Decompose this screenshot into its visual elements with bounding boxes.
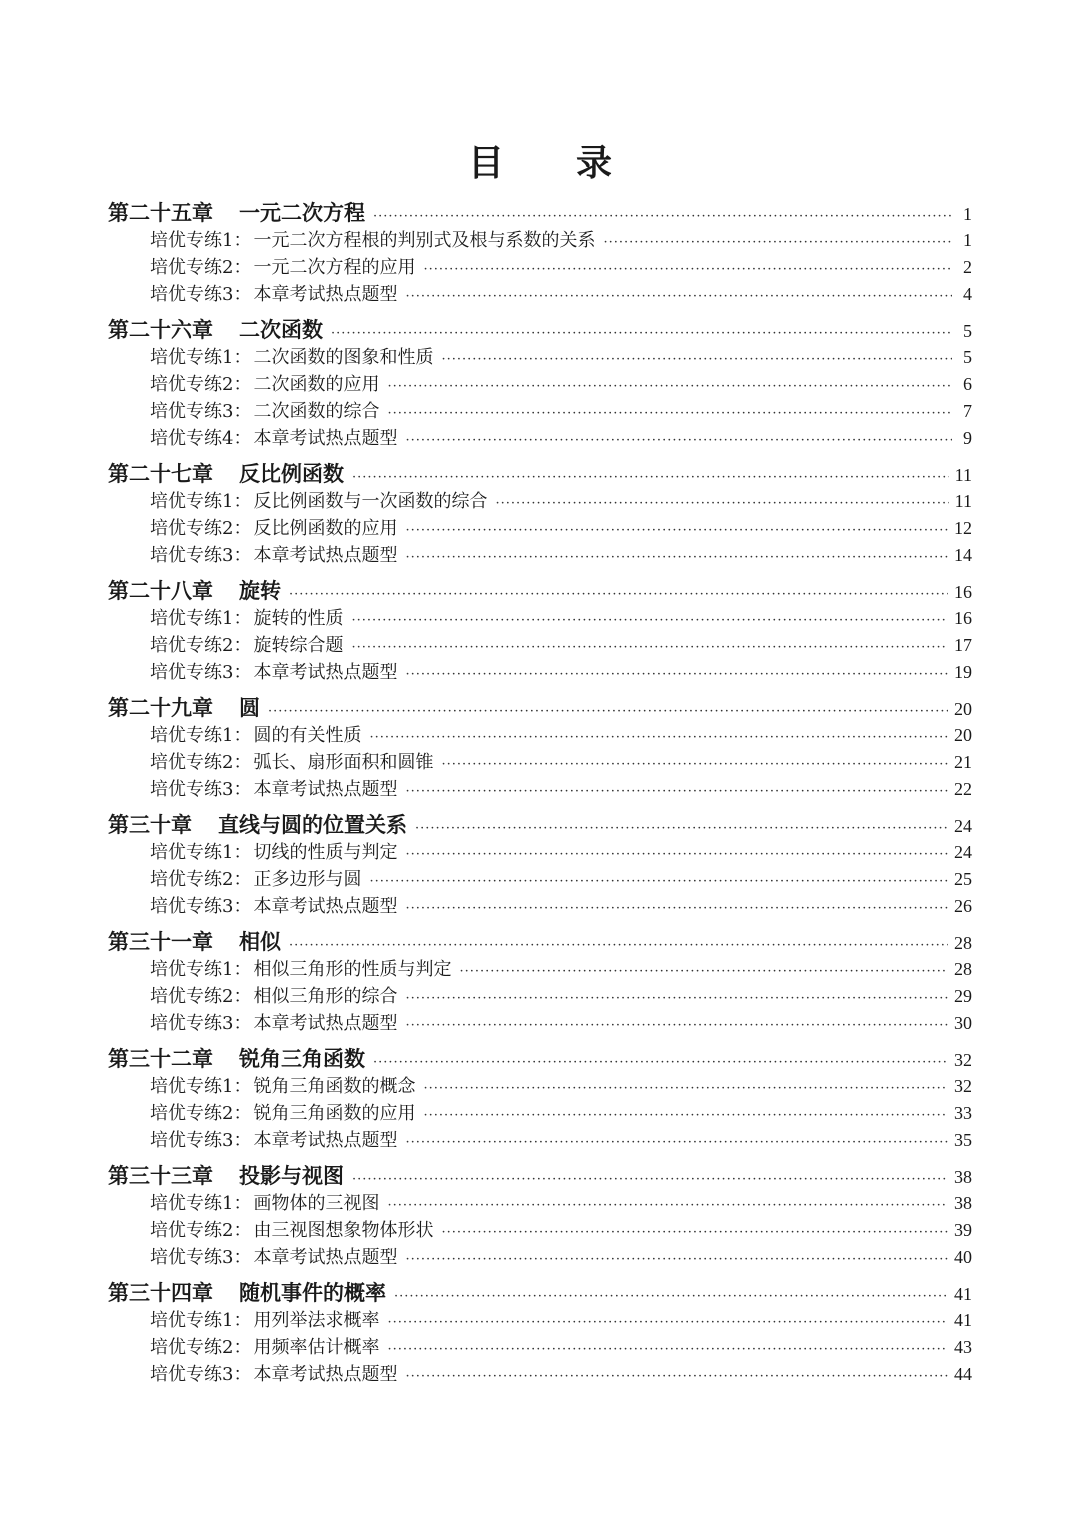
section-entry[interactable] xyxy=(108,542,972,569)
section-entry[interactable] xyxy=(108,1010,972,1037)
section-title: 本章考试热点题型 xyxy=(253,662,398,683)
toc-chapter xyxy=(108,1280,972,1388)
section-title: 本章考试热点题型 xyxy=(253,284,398,305)
page-number: 1 xyxy=(963,204,972,224)
section-title: 本章考试热点题型 xyxy=(253,1364,398,1385)
page-number: 28 xyxy=(954,933,972,953)
dot-leader xyxy=(405,1129,948,1156)
chapter-title: 旋转 xyxy=(239,579,281,603)
page-number: 25 xyxy=(954,869,972,889)
dot-leader xyxy=(423,256,952,283)
chapter-entry[interactable] xyxy=(108,461,972,488)
chapter-title: 反比例函数 xyxy=(239,462,344,486)
page-number: 4 xyxy=(963,284,972,304)
dot-leader xyxy=(405,778,948,805)
section-entry[interactable] xyxy=(108,776,972,803)
section-entry[interactable] xyxy=(108,1127,972,1154)
chapter-number: 第二十九章 xyxy=(108,696,213,720)
dot-leader xyxy=(405,1246,948,1273)
chapter-number: 第三十二章 xyxy=(108,1047,213,1071)
page-number: 5 xyxy=(963,347,972,367)
toc-chapter xyxy=(108,1163,972,1271)
chapter-number: 第二十八章 xyxy=(108,579,213,603)
chapter-entry[interactable] xyxy=(108,200,972,227)
chapter-entry[interactable] xyxy=(108,812,972,839)
section-label: 培优专练3： xyxy=(150,284,252,305)
section-title: 由三视图想象物体形状 xyxy=(253,1220,434,1241)
section-label: 培优专练1： xyxy=(150,347,252,368)
section-title: 锐角三角函数的应用 xyxy=(253,1103,416,1124)
section-title: 相似三角形的综合 xyxy=(253,986,398,1007)
chapter-entry[interactable] xyxy=(108,578,972,605)
page-number: 21 xyxy=(954,752,972,772)
section-title: 本章考试热点题型 xyxy=(253,896,398,917)
page-number: 9 xyxy=(963,428,972,448)
section-label: 培优专练2： xyxy=(150,374,252,395)
section-entry[interactable] xyxy=(108,281,972,308)
dot-leader xyxy=(405,841,948,868)
section-title: 本章考试热点题型 xyxy=(253,545,398,566)
section-entry[interactable] xyxy=(108,1190,972,1217)
chapter-number: 第三十四章 xyxy=(108,1281,213,1305)
section-entry[interactable] xyxy=(108,1307,972,1334)
chapter-title: 锐角三角函数 xyxy=(239,1047,365,1071)
section-title: 锐角三角函数的概念 xyxy=(253,1076,416,1097)
section-label: 培优专练2： xyxy=(150,869,252,890)
section-title: 二次函数的图象和性质 xyxy=(253,347,434,368)
toc-chapter xyxy=(108,200,972,308)
dot-leader xyxy=(289,932,948,959)
section-label: 培优专练2： xyxy=(150,986,252,1007)
section-title: 本章考试热点题型 xyxy=(253,1013,398,1034)
page-number: 28 xyxy=(954,959,972,979)
page-number: 20 xyxy=(954,699,972,719)
page-number: 30 xyxy=(954,1013,972,1033)
chapter-title: 相似 xyxy=(239,930,281,954)
dot-leader xyxy=(387,373,952,400)
table-of-contents xyxy=(108,200,972,1397)
dot-leader xyxy=(373,203,952,230)
dot-leader xyxy=(373,1049,948,1076)
page-number: 11 xyxy=(954,491,972,511)
dot-leader xyxy=(415,815,948,842)
page-number: 19 xyxy=(954,662,972,682)
section-title: 圆的有关性质 xyxy=(253,725,362,746)
section-entry[interactable] xyxy=(108,956,972,983)
chapter-number: 第二十六章 xyxy=(108,318,213,342)
section-entry[interactable] xyxy=(108,839,972,866)
dot-leader xyxy=(495,490,948,517)
section-entry[interactable] xyxy=(108,605,972,632)
chapter-number: 第三十三章 xyxy=(108,1164,213,1188)
dot-leader xyxy=(331,320,952,347)
section-label: 培优专练3： xyxy=(150,779,252,800)
section-entry[interactable] xyxy=(108,866,972,893)
dot-leader xyxy=(369,868,948,895)
section-entry[interactable] xyxy=(108,1217,972,1244)
page-number: 24 xyxy=(954,842,972,862)
page-number: 32 xyxy=(954,1050,972,1070)
section-title: 旋转的性质 xyxy=(253,608,344,629)
section-label: 培优专练3： xyxy=(150,545,252,566)
page-number: 24 xyxy=(954,816,972,836)
section-label: 培优专练1： xyxy=(150,842,252,863)
chapter-title: 投影与视图 xyxy=(239,1164,344,1188)
page-number: 44 xyxy=(954,1364,972,1384)
toc-chapter xyxy=(108,812,972,920)
dot-leader xyxy=(351,634,948,661)
section-label: 培优专练1： xyxy=(150,230,252,251)
section-label: 培优专练1： xyxy=(150,1076,252,1097)
toc-chapter xyxy=(108,929,972,1037)
dot-leader xyxy=(387,400,952,427)
page-number: 38 xyxy=(954,1193,972,1213)
section-entry[interactable] xyxy=(108,488,972,515)
section-title: 切线的性质与判定 xyxy=(253,842,398,863)
section-label: 培优专练3： xyxy=(150,1364,252,1385)
dot-leader xyxy=(289,581,948,608)
section-title: 一元二次方程的应用 xyxy=(253,257,416,278)
section-label: 培优专练1： xyxy=(150,959,252,980)
page-number: 16 xyxy=(954,582,972,602)
page-number: 33 xyxy=(954,1103,972,1123)
section-entry[interactable] xyxy=(108,722,972,749)
chapter-entry[interactable] xyxy=(108,317,972,344)
toc-chapter xyxy=(108,461,972,569)
dot-leader xyxy=(441,1219,948,1246)
chapter-entry[interactable] xyxy=(108,929,972,956)
section-entry[interactable] xyxy=(108,371,972,398)
page-number: 32 xyxy=(954,1076,972,1096)
page-number: 41 xyxy=(954,1284,972,1304)
page-number: 11 xyxy=(954,465,972,485)
page-number: 38 xyxy=(954,1167,972,1187)
chapter-entry[interactable] xyxy=(108,1046,972,1073)
dot-leader xyxy=(369,724,948,751)
page-number: 43 xyxy=(954,1337,972,1357)
chapter-number: 第二十五章 xyxy=(108,201,213,225)
toc-chapter xyxy=(108,317,972,452)
chapter-number: 第二十七章 xyxy=(108,462,213,486)
dot-leader xyxy=(423,1102,948,1129)
page-number: 26 xyxy=(954,896,972,916)
dot-leader xyxy=(405,1012,948,1039)
section-title: 反比例函数的应用 xyxy=(253,518,398,539)
dot-leader xyxy=(405,544,948,571)
section-title: 反比例函数与一次函数的综合 xyxy=(253,491,488,512)
section-entry[interactable] xyxy=(108,659,972,686)
section-label: 培优专练2： xyxy=(150,1103,252,1124)
section-label: 培优专练4： xyxy=(150,428,252,449)
dot-leader xyxy=(405,895,948,922)
section-title: 弧长、扇形面积和圆锥 xyxy=(253,752,434,773)
section-title: 用列举法求概率 xyxy=(253,1310,380,1331)
page-number: 16 xyxy=(954,608,972,628)
section-entry[interactable] xyxy=(108,227,972,254)
page-number: 5 xyxy=(963,321,972,341)
chapter-title: 二次函数 xyxy=(239,318,323,342)
section-title: 本章考试热点题型 xyxy=(253,428,398,449)
dot-leader xyxy=(387,1336,948,1363)
chapter-title: 一元二次方程 xyxy=(239,201,365,225)
page-number: 6 xyxy=(963,374,972,394)
toc-chapter xyxy=(108,1046,972,1154)
section-entry[interactable] xyxy=(108,749,972,776)
page-number: 1 xyxy=(963,230,972,250)
section-entry[interactable] xyxy=(108,398,972,425)
page-number: 7 xyxy=(963,401,972,421)
section-label: 培优专练1： xyxy=(150,491,252,512)
section-label: 培优专练3： xyxy=(150,401,252,422)
section-title: 相似三角形的性质与判定 xyxy=(253,959,452,980)
section-title: 正多边形与圆 xyxy=(253,869,362,890)
chapter-entry[interactable] xyxy=(108,1280,972,1307)
chapter-entry[interactable] xyxy=(108,695,972,722)
section-label: 培优专练2： xyxy=(150,1220,252,1241)
section-label: 培优专练3： xyxy=(150,1247,252,1268)
chapter-title: 随机事件的概率 xyxy=(239,1281,386,1305)
section-label: 培优专练1： xyxy=(150,1193,252,1214)
dot-leader xyxy=(387,1192,948,1219)
dot-leader xyxy=(441,346,952,373)
section-entry[interactable] xyxy=(108,515,972,542)
section-label: 培优专练2： xyxy=(150,752,252,773)
section-entry[interactable] xyxy=(108,893,972,920)
dot-leader xyxy=(405,283,952,310)
dot-leader xyxy=(405,661,948,688)
dot-leader xyxy=(405,1363,948,1390)
toc-chapter xyxy=(108,695,972,803)
section-entry[interactable] xyxy=(108,254,972,281)
dot-leader xyxy=(394,1283,948,1310)
page-number: 20 xyxy=(954,725,972,745)
section-title: 本章考试热点题型 xyxy=(253,1130,398,1151)
section-label: 培优专练1： xyxy=(150,725,252,746)
chapter-title: 圆 xyxy=(239,696,260,720)
chapter-number: 第三十一章 xyxy=(108,930,213,954)
section-label: 培优专练3： xyxy=(150,896,252,917)
section-title: 二次函数的综合 xyxy=(253,401,380,422)
page-number: 22 xyxy=(954,779,972,799)
section-title: 本章考试热点题型 xyxy=(253,779,398,800)
section-label: 培优专练2： xyxy=(150,1337,252,1358)
page-number: 39 xyxy=(954,1220,972,1240)
section-title: 用频率估计概率 xyxy=(253,1337,380,1358)
section-label: 培优专练2： xyxy=(150,518,252,539)
section-entry[interactable] xyxy=(108,425,972,452)
section-title: 二次函数的应用 xyxy=(253,374,380,395)
section-label: 培优专练3： xyxy=(150,662,252,683)
dot-leader xyxy=(351,607,948,634)
section-label: 培优专练3： xyxy=(150,1130,252,1151)
section-label: 培优专练2： xyxy=(150,257,252,278)
page-number: 14 xyxy=(954,545,972,565)
page-number: 29 xyxy=(954,986,972,1006)
section-entry[interactable] xyxy=(108,983,972,1010)
section-entry[interactable] xyxy=(108,1334,972,1361)
dot-leader xyxy=(459,958,948,985)
section-label: 培优专练1： xyxy=(150,608,252,629)
page-title: 目录 xyxy=(467,143,684,185)
page-number: 17 xyxy=(954,635,972,655)
dot-leader xyxy=(405,427,952,454)
dot-leader xyxy=(352,1166,948,1193)
section-entry[interactable] xyxy=(108,344,972,371)
page-number: 40 xyxy=(954,1247,972,1267)
section-title: 画物体的三视图 xyxy=(253,1193,380,1214)
page-number: 2 xyxy=(963,257,972,277)
section-label: 培优专练3： xyxy=(150,1013,252,1034)
chapter-title: 直线与圆的位置关系 xyxy=(218,813,407,837)
toc-chapter xyxy=(108,578,972,686)
dot-leader xyxy=(405,517,948,544)
section-entry[interactable] xyxy=(108,1244,972,1271)
chapter-number: 第三十章 xyxy=(108,813,192,837)
section-title: 本章考试热点题型 xyxy=(253,1247,398,1268)
page-number: 35 xyxy=(954,1130,972,1150)
dot-leader xyxy=(387,1309,948,1336)
section-entry[interactable] xyxy=(108,1100,972,1127)
section-label: 培优专练2： xyxy=(150,635,252,656)
dot-leader xyxy=(603,229,952,256)
dot-leader xyxy=(405,985,948,1012)
dot-leader xyxy=(352,464,949,491)
dot-leader xyxy=(268,698,948,725)
chapter-entry[interactable] xyxy=(108,1163,972,1190)
dot-leader xyxy=(423,1075,948,1102)
dot-leader xyxy=(441,751,948,778)
page-number: 41 xyxy=(954,1310,972,1330)
section-title: 旋转综合题 xyxy=(253,635,344,656)
page-number: 12 xyxy=(954,518,972,538)
section-title: 一元二次方程根的判别式及根与系数的关系 xyxy=(253,230,596,251)
section-label: 培优专练1： xyxy=(150,1310,252,1331)
section-entry[interactable] xyxy=(108,1073,972,1100)
section-entry[interactable] xyxy=(108,632,972,659)
section-entry[interactable] xyxy=(108,1361,972,1388)
